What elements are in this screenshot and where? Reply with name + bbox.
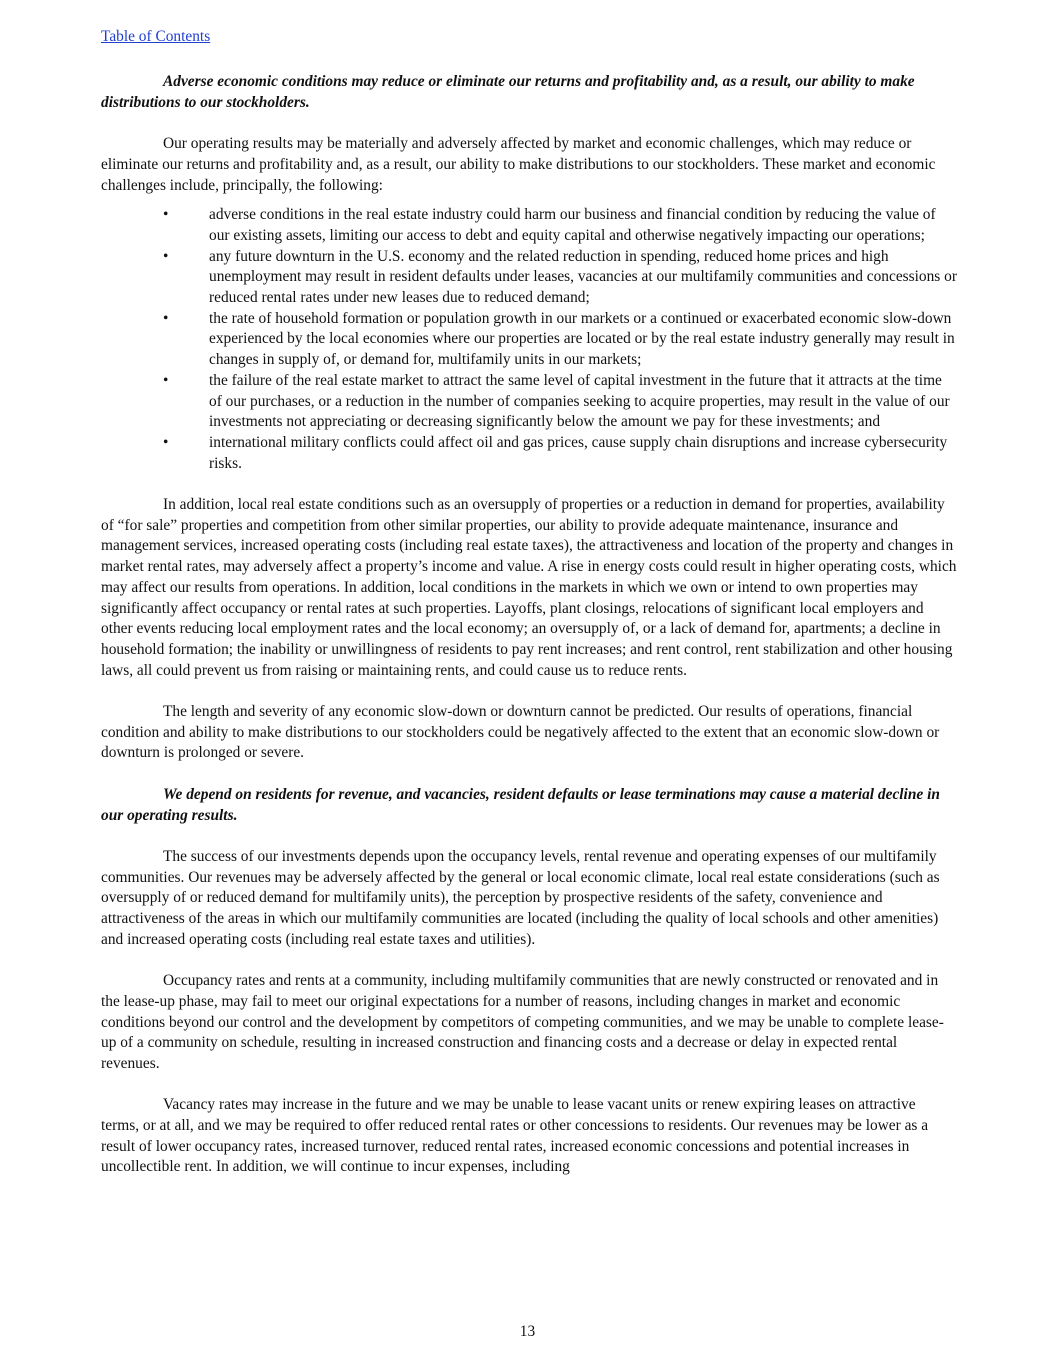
list-item-text: the rate of household formation or population growth in our markets or a continued or exacerbated economic slow-down experienced by the local economies where our properties are located or by the real estate industry generally may result in changes in supply of, or demand for, multifamily units in our markets;	[209, 309, 955, 369]
paragraph-slowdown-severity: The length and severity of any economic slow-down or downturn cannot be predicted. Our results of operations, financial condition and ability to make distributions to our stockholders could be negatively affected to the extent that an economic slow-down or downturn is prolonged or severe.	[101, 703, 940, 762]
list-item	[101, 433, 957, 474]
section-heading-resident-dependence: We depend on residents for revenue, and vacancies, resident defaults or lease terminations may cause a material decline in our operating results.	[101, 785, 940, 824]
list-item	[101, 247, 957, 309]
paragraph-occupancy-rates: Occupancy rates and rents at a community, including multifamily communities that are newly constructed or renovated and in the lease-up phase, may fail to meet our original expectations for a number of reasons, including changes in market and economic conditions beyond our control and the development by competitors of competing communities, and we may be unable to complete lease-up of a community on schedule, resulting in increased construction and financing costs and a decrease or delay in expected rental revenues.	[101, 972, 944, 1072]
paragraph-investment-success: The success of our investments depends upon the occupancy levels, rental revenue and operating expenses of our multifamily communities. Our revenues may be adversely affected by the general or local economic climate, local real estate considerations (such as oversupply of or reduced demand for multifamily units), the perception by prospective residents of the safety, convenience and attractiveness of the areas in which our multifamily communities are located (including the quality of local schools and other amenities) and increased operating costs (including real estate taxes and utilities).	[101, 847, 940, 948]
bullet-icon: •	[163, 206, 169, 224]
list-item-text: adverse conditions in the real estate industry could harm our business and financial condition by reducing the value of our existing assets, limiting our access to debt and equity capital and otherwise negatively impacting our operations;	[209, 206, 936, 244]
bullet-icon: •	[163, 433, 169, 451]
bullet-icon: •	[163, 371, 169, 389]
list-item	[101, 371, 957, 433]
market-challenges-list	[101, 205, 957, 474]
bullet-icon: •	[163, 309, 169, 327]
list-item	[101, 309, 957, 371]
page-number: 13	[519, 1323, 536, 1340]
paragraph-market-challenges-intro: Our operating results may be materially and adversely affected by market and economic challenges, which may reduce or eliminate our returns and profitability and, as a result, our ability to make distributions to our stockholders. These market and economic challenges include, principally, the following:	[101, 135, 936, 194]
paragraph-vacancy-rates: Vacancy rates may increase in the future and we may be unable to lease vacant units or renew expiring leases on attractive terms, or at all, and we may be required to offer reduced rental rates or other concessions to residents. Our revenues may be lower as a result of lower occupancy rates, increased turnover, reduced rental rates, increased economic concessions and potential increases in uncollectible rent. In addition, we will continue to incur expenses, including	[101, 1096, 929, 1176]
section-heading-adverse-conditions: Adverse economic conditions may reduce or eliminate our returns and profitability and, as a result, our ability to make distributions to our stockholders.	[101, 73, 915, 111]
list-item-text: international military conflicts could affect oil and gas prices, cause supply chain disruptions and increase cybersecurity risks.	[209, 433, 948, 472]
bullet-icon: •	[163, 247, 169, 265]
paragraph-local-conditions: In addition, local real estate conditions such as an oversupply of properties or a reduction in demand for properties, availability of “for sale” properties and competition from other similar properties, our ability to provide adequate maintenance, insurance and management services, increased operating costs (including real estate taxes), the attractiveness and location of the property and changes in market rental rates, may adversely affect a property’s income and value. A rise in energy costs could result in higher operating costs, which may affect our results from operations. In addition, local conditions in the markets in which we own or intend to own properties may significantly affect occupancy or rental rates at such properties. Layoffs, plant closings, relocations of significant local employers and other events reducing local employment rates and the local economy; an oversupply of, or a lack of demand for, apartments; a decline in household formation; the inability or unwillingness of residents to pay rent increases; and rent control, rent stabilization and other housing laws, all could prevent us from raising or maintaining rents, and could cause us to reduce rents.	[101, 496, 957, 679]
page-content	[101, 72, 957, 1178]
list-item	[101, 205, 957, 246]
list-item-text: any future downturn in the U.S. economy and the related reduction in spending, reduced home prices and high unemployment may result in resident defaults under leases, vacancies at our multifamily communities and concessions or reduced rental rates under new leases due to reduced demand;	[209, 247, 957, 307]
table-of-contents-link[interactable]: Table of Contents	[101, 28, 211, 45]
list-item-text: the failure of the real estate market to attract the same level of capital investment in the future that it attracts at the time of our purchases, or a reduction in the number of companies seeking to acquire properties, may result in the value of our investments not appreciating or decreasing significantly below the amount we pay for these investments; and	[209, 371, 950, 431]
